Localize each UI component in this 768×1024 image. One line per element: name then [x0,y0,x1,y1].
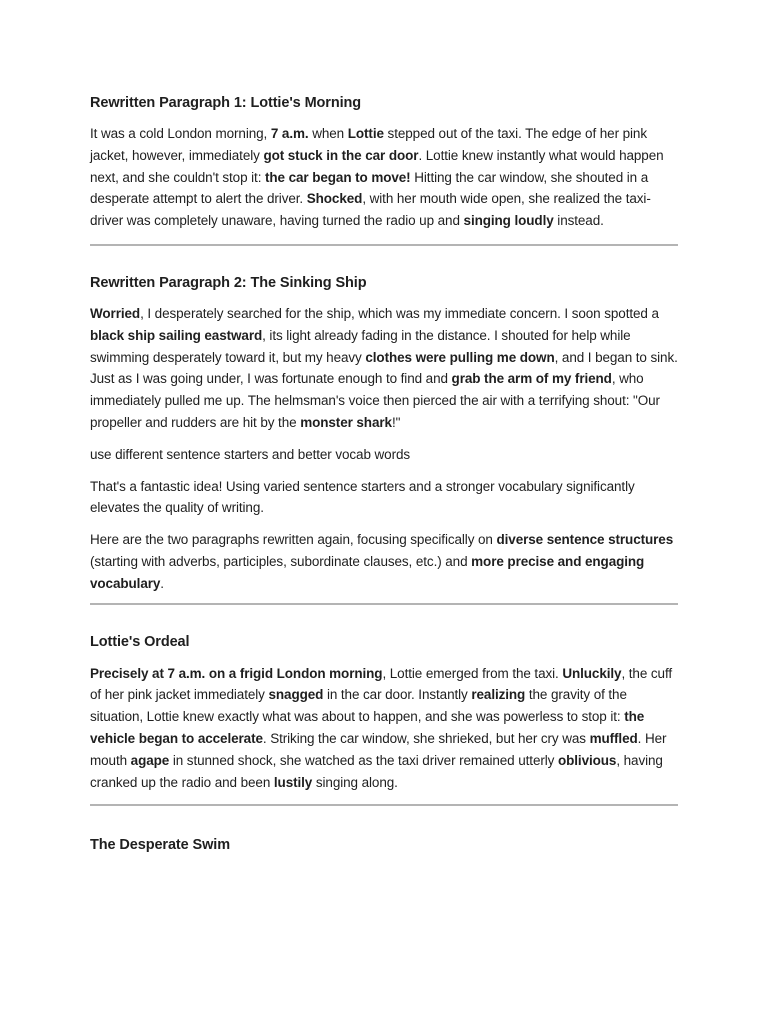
section-heading: Rewritten Paragraph 2: The Sinking Ship [90,274,367,291]
bold-text-run: realizing [471,687,526,703]
section-heading: Lottie's Ordeal [90,633,190,650]
text-run: , who immediately pulled me up. The helmsman's voice then pierced the air with a terrifying shout: "Our propeller and rudders are hit by the [90,371,660,430]
bold-text-run: Worried [90,305,141,321]
bold-text-run: Precisely at 7 a.m. on a frigid London morning [90,665,383,681]
bold-text-run: snagged [268,687,324,703]
bold-text-run: lustily [273,774,313,790]
text-run: . Striking the car window, she shrieked, but her cry was [262,730,590,746]
text-run: . Her mouth [90,730,667,768]
text-run: instead. [553,213,604,229]
bold-text-run: monster shark [300,414,392,430]
horizontal-divider [90,603,678,605]
text-run: singing along. [312,774,398,790]
text-run: the gravity of the situation, Lottie knew exactly what was about to happen, and she was powerless to stop it: [90,687,627,725]
section-heading: Rewritten Paragraph 1: Lottie's Morning [90,95,362,111]
text-run: use different sentence starters and better vocab words [90,446,411,462]
text-run: in stunned shock, she watched as the taxi driver remained utterly [169,752,558,768]
bold-text-run: diverse sentence structures [496,532,674,548]
text-run: . [160,575,164,591]
paragraph [90,303,678,434]
horizontal-divider [90,804,678,806]
paragraph [90,529,678,594]
text-run: That's a fantastic idea! Using varied sentence starters and a stronger vocabulary significantly elevates the quality of writing. [90,478,635,516]
bold-text-run: grab the arm of my friend [451,371,612,387]
bold-text-run: Lottie [347,126,384,141]
paragraph [90,123,678,232]
bold-text-run: 7 a.m. [270,126,309,141]
text-run: It was a cold London morning, [90,126,271,141]
paragraph [90,476,678,520]
text-run: , I desperately searched for the ship, which was my immediate concern. I soon spotted a [140,305,659,321]
bold-text-run: oblivious [557,752,617,768]
text-run: Here are the two paragraphs rewritten again, focusing specifically on [90,532,497,548]
bold-text-run: muffled [589,730,638,746]
text-run: (starting with adverbs, participles, subordinate clauses, etc.) and [90,553,472,569]
text-run: , and I began to sink. Just as I was going under, I was fortunate enough to find and [90,349,678,387]
bold-text-run: got stuck in the car door [263,147,419,163]
bold-text-run: more precise and engaging vocabulary [90,553,645,591]
text-run: in the car door. Instantly [323,687,472,703]
section-sinking-ship [90,273,678,595]
text-run: . Lottie knew instantly what would happen next, and she couldn't stop it: [90,147,664,185]
bold-text-run: the vehicle began to accelerate [90,709,645,746]
text-run: !" [391,414,401,430]
bold-text-run: Shocked [306,191,363,207]
text-run: , with her mouth wide open, she realized the taxi-driver was completely unaware, having turned the radio up and [90,191,651,229]
bold-text-run: clothes were pulling me down [365,349,555,365]
text-run: when [308,126,348,141]
text-run: , its light already fading in the distance. I shouted for help while swimming desperately toward it, but my heavy [90,327,631,365]
horizontal-divider [90,244,678,246]
section-lotties-ordeal [90,632,678,794]
paragraph [90,663,678,794]
text-run: , having cranked up the radio and been [90,752,663,790]
text-run: Hitting the car window, she shouted in a desperate attempt to alert the driver. [90,169,649,207]
text-run: stepped out of the taxi. The edge of her pink jacket, however, immediately [90,126,647,163]
bold-text-run: black ship sailing eastward [90,327,263,343]
bold-text-run: the car began to move! [265,169,411,185]
section-desperate-swim [90,835,678,855]
bold-text-run: Unluckily [562,665,622,681]
user-prompt-text [90,444,678,466]
section-heading: The Desperate Swim [90,837,231,854]
section-lotties-morning [90,93,678,232]
text-run: , Lottie emerged from the taxi. [382,665,563,681]
text-run: , the cuff of her pink jacket immediately [90,665,673,703]
bold-text-run: agape [130,752,170,768]
bold-text-run: singing loudly [463,213,554,229]
